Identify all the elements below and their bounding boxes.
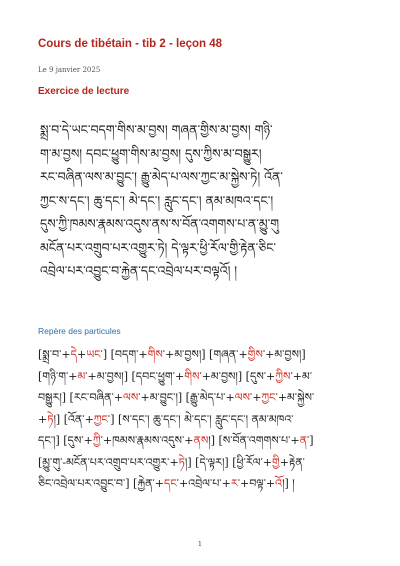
reading-line: ག་མ་བྱས། དབང་ཕྱུག་གིས་མ་བྱས། དུས་ཀྱིས་མ་བསྒྱུར།: [40, 145, 262, 161]
particle-line: [38, 430, 364, 452]
particle-line: [38, 344, 364, 366]
particle-highlight: ལས: [122, 391, 139, 404]
particle-highlight: ཀྱང: [261, 391, 276, 404]
particle-highlight: ཀྱི: [92, 434, 101, 447]
particle-highlight: དེ: [70, 348, 77, 361]
reading-line: ཀྱང་ས་དང་། ཆུ་དང་། མེ་དང་། རླུང་དང་། ནམ་མཁའ་དང་།: [40, 192, 274, 208]
particle-text: །] [འོན་+: [53, 412, 94, 426]
particle-highlight: ན: [299, 434, 307, 447]
particle-text: ་+མ་བྱུང་།] [རྒྱུ་མེད་པ་+: [138, 391, 235, 404]
reading-line: འབྲེལ་པར་འབྱུང་བ་རྐྱེན་དང་འབྲེལ་པར་བལྟའོ། །: [40, 263, 238, 278]
reading-line: མངོན་པར་འགྲུབ་པར་འགྱུར་ཏེ། དེ་ལྟར་ཕྱི་རོལ་གྱི་རྟེན་ཅིང་: [40, 239, 277, 255]
particle-text: ་+འབྲེལ་པ་+: [176, 477, 231, 490]
particle-text: །] །: [282, 477, 295, 490]
particle-highlight: ནས: [193, 434, 209, 447]
particle-highlight: གྱི: [272, 455, 280, 469]
particle-text: ་] [ས་དང་། ཆུ་དང་། མེ་དང་། རླུང་དང་། ནམ་མཁའ་: [107, 412, 294, 426]
particle-highlight: ཡང: [86, 348, 101, 361]
particle-text: +: [38, 412, 48, 426]
particle-line: [38, 387, 364, 409]
particle-text: །] [ས་བོན་འགགས་པ་+: [208, 434, 300, 447]
page-number: 1: [197, 540, 203, 548]
particle-text: །] [དེ་ལྟར།] [ཕྱི་རོལ་+: [184, 455, 272, 469]
particle-highlight: འོ: [275, 477, 283, 490]
particle-text: ་+བལྟ་+: [237, 477, 276, 490]
particle-text: ་] [བདག་+: [100, 348, 148, 361]
particles-text: [38, 344, 364, 495]
particle-line: [38, 452, 364, 474]
document-title: Cours de tibétain - tib 2 - leçon 48: [38, 38, 223, 50]
particle-highlight: དང: [163, 477, 177, 490]
particle-line: [38, 473, 364, 495]
reading-text: [40, 118, 362, 283]
particle-line: [38, 366, 364, 388]
particle-text: ་+མ་བྱས།] [དབང་ཕྱུག་+: [85, 369, 185, 383]
particle-text: ་+མ་སྐྱེས་: [275, 391, 315, 404]
particle-text: ་+མ་བྱས།] [དུས་+: [199, 369, 276, 383]
particle-text: [གཉི་ག་+: [38, 369, 78, 383]
particle-text: +རྟེན་: [279, 455, 305, 469]
reading-heading: Exercice de lecture: [38, 86, 130, 97]
particle-highlight: ཀྱིས: [275, 369, 291, 383]
particle-highlight: ར: [230, 477, 238, 490]
particle-text: ་+མ་: [290, 369, 313, 383]
particle-text: [མྱུ་གུ་-མངོན་པར་འགྲུབ་པར་འགྱུར་+: [38, 455, 179, 469]
particle-highlight: ཀྱང: [93, 412, 108, 426]
reading-line: དུས་ཀྱི་ཁམས་རྣམས་འདུས་ནས་ས་བོན་འགགས་པ་ན་མྱུ་གུ: [40, 216, 280, 231]
particles-heading: Repère des particules: [38, 326, 121, 336]
particle-text: +: [76, 348, 87, 361]
particle-highlight: གྱིས: [247, 348, 263, 361]
particle-highlight: མ: [77, 369, 86, 383]
particle-text: ཅིང་འབྲེལ་པར་འབྱུང་བ་] [རྐྱེན་+: [38, 477, 164, 490]
particle-text: [སྨྲ་བ་+: [38, 348, 71, 361]
reading-line: རང་བཞིན་ལས་མ་བྱུང་། རྒྱུ་མེད་པ་ལས་ཀྱང་མ་སྐྱེས་ཏེ། འོན་: [40, 169, 283, 184]
particle-line: [38, 409, 364, 431]
particle-highlight: གིས: [147, 348, 163, 361]
particle-text: ་+ཁམས་རྣམས་འདུས་+: [100, 434, 194, 447]
particle-text: ་]: [306, 434, 314, 447]
particle-highlight: ལས: [234, 391, 250, 404]
particle-highlight: གིས: [184, 369, 200, 383]
particle-text: ་+མ་བྱས།]: [262, 348, 306, 361]
document-date: Le 9 janvier 2025: [38, 66, 101, 74]
particle-text: དང་།] [དུས་+: [38, 434, 93, 447]
reading-line: སྨྲ་བ་དེ་ཡང་བདག་གིས་མ་བྱས། གཞན་གྱིས་མ་བྱས། གཉི་: [40, 122, 273, 137]
particle-text: བསྒྱུར།] [རང་བཞིན་+: [38, 391, 123, 404]
particle-text: ་+མ་བྱས།] [གཞན་+: [162, 348, 248, 361]
particle-highlight: ཏེ: [178, 455, 185, 469]
particle-text: ་+: [249, 391, 262, 404]
particle-highlight: ཏེ: [47, 412, 54, 426]
